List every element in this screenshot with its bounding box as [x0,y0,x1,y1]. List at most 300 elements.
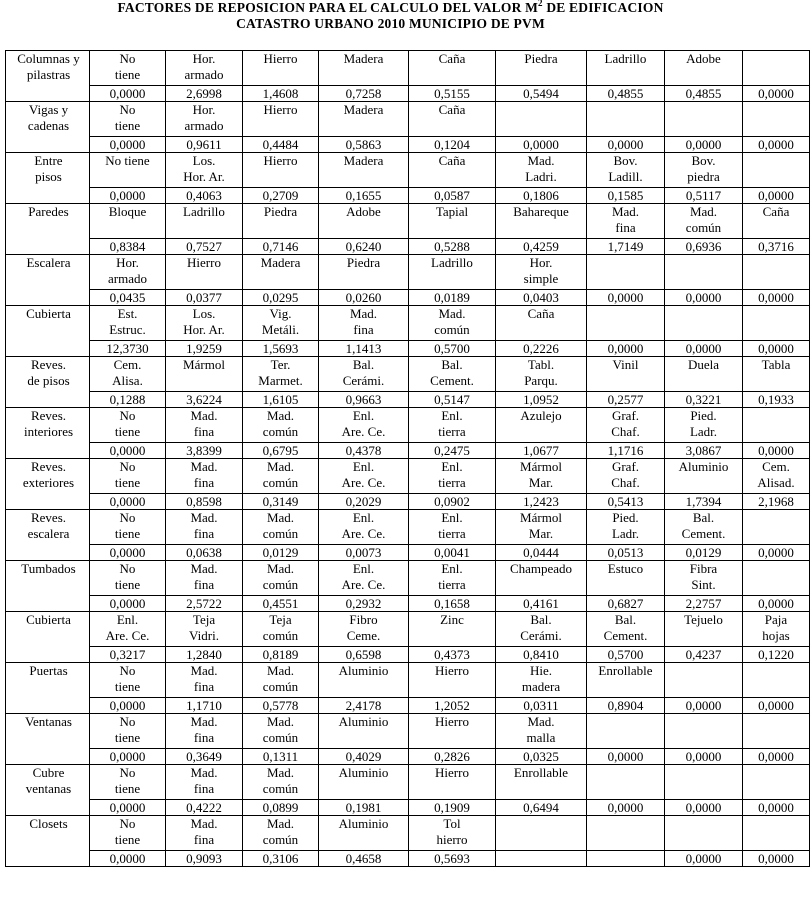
factor-value-cell: 1,7394 [665,494,743,510]
factor-value-cell: 0,6494 [496,800,587,816]
table-row-labels [6,510,810,545]
material-option-cell: Piedra [243,204,319,239]
table-row-labels [6,306,810,341]
material-option-cell: No tiene [90,510,166,545]
title-text: FACTORES DE REPOSICION PARA EL CALCULO DEL VALOR M [117,0,539,15]
material-option-cell: Mármol Mar. [496,510,587,545]
material-option-cell [665,255,743,290]
factor-value-cell: 0,0000 [743,290,810,306]
material-option-cell: No tiene [90,51,166,86]
factor-value-cell: 3,0867 [665,443,743,459]
material-option-cell: Ter. Marmet. [243,357,319,392]
table-row-labels [6,612,810,647]
material-option-cell [743,816,810,851]
material-option-cell [743,255,810,290]
material-option-cell: Enl. Are. Ce. [90,612,166,647]
factor-value-cell: 0,0000 [743,851,810,867]
factor-value-cell: 0,0000 [743,800,810,816]
factor-value-cell: 12,3730 [90,341,166,357]
factor-value-cell: 0,6598 [319,647,409,663]
factor-value-cell: 1,4608 [243,86,319,102]
material-option-cell: Mad. Ladri. [496,153,587,188]
material-option-cell: Hierro [409,714,496,749]
material-option-cell: Tol hierro [409,816,496,851]
factor-value-cell: 0,0189 [409,290,496,306]
table-row-values [6,341,810,357]
material-option-cell: Teja Vidri. [166,612,243,647]
material-option-cell: Mad. fina [166,459,243,494]
material-option-cell [743,51,810,86]
table-row-labels [6,663,810,698]
factor-value-cell: 0,0444 [496,545,587,561]
material-option-cell [743,306,810,341]
material-option-cell: Madera [319,153,409,188]
material-option-cell: Mad. fina [166,714,243,749]
factor-value-cell: 0,4161 [496,596,587,612]
replacement-factors-table [5,50,810,867]
factor-value-cell: 0,0311 [496,698,587,714]
table-row-labels [6,816,810,851]
material-option-cell: Hor. armado [166,102,243,137]
material-option-cell: Caña [409,102,496,137]
material-option-cell: Bal. Cement. [587,612,665,647]
factor-value-cell: 0,2932 [319,596,409,612]
factor-value-cell: 2,6998 [166,86,243,102]
material-option-cell: Ladrillo [587,51,665,86]
factor-value-cell: 0,6936 [665,239,743,255]
factor-value-cell: 0,0000 [665,290,743,306]
material-option-cell: Mad. fina [166,561,243,596]
factor-value-cell: 0,2577 [587,392,665,408]
factor-value-cell: 2,4178 [319,698,409,714]
material-option-cell: Fibra Sint. [665,561,743,596]
material-option-cell: No tiene [90,459,166,494]
row-category-label: Reves. exteriores [6,459,90,510]
factor-value-cell: 0,0000 [743,545,810,561]
factor-value-cell: 0,0435 [90,290,166,306]
document-title-line-1 [0,0,781,16]
material-option-cell [496,102,587,137]
factor-value-cell: 0,1311 [243,749,319,765]
material-option-cell [743,408,810,443]
material-option-cell: Mármol Mar. [496,459,587,494]
material-option-cell: Enl. Are. Ce. [319,561,409,596]
material-option-cell: Hierro [166,255,243,290]
factor-value-cell: 0,0000 [90,443,166,459]
material-option-cell: No tiene [90,714,166,749]
factor-value-cell: 0,4855 [665,86,743,102]
factor-value-cell: 0,4855 [587,86,665,102]
material-option-cell: Bal. Cerámi. [496,612,587,647]
factor-value-cell: 0,1909 [409,800,496,816]
material-option-cell [665,765,743,800]
factor-value-cell: 0,0000 [587,290,665,306]
table-row-values [6,290,810,306]
factor-value-cell: 1,7149 [587,239,665,255]
factor-value-cell: 3,6224 [166,392,243,408]
material-option-cell [665,306,743,341]
factor-value-cell: 0,4484 [243,137,319,153]
factor-value-cell: 0,0000 [587,749,665,765]
material-option-cell: Los. Hor. Ar. [166,306,243,341]
factor-value-cell: 0,0000 [743,188,810,204]
factor-value-cell: 0,1981 [319,800,409,816]
title-text-end: DE EDIFICACION [542,0,664,15]
factor-value-cell: 0,5288 [409,239,496,255]
factor-value-cell: 0,2475 [409,443,496,459]
row-category-label: Closets [6,816,90,867]
row-category-label: Columnas y pilastras [6,51,90,102]
material-option-cell: Tejuelo [665,612,743,647]
material-option-cell: Pied. Ladr. [587,510,665,545]
factor-value-cell: 0,0377 [166,290,243,306]
factor-value-cell: 1,0952 [496,392,587,408]
factor-value-cell: 0,8598 [166,494,243,510]
material-option-cell: Mad. común [243,663,319,698]
table-row-values [6,494,810,510]
factor-value-cell: 0,0000 [90,800,166,816]
factor-value-cell: 0,0000 [743,137,810,153]
factor-value-cell: 0,8384 [90,239,166,255]
material-option-cell: Aluminio [319,816,409,851]
material-option-cell: Cem. Alisa. [90,357,166,392]
factor-value-cell: 0,5700 [409,341,496,357]
factor-value-cell: 0,0000 [90,494,166,510]
table-body [6,51,810,867]
factor-value-cell: 0,4029 [319,749,409,765]
factor-value-cell: 0,1220 [743,647,810,663]
factor-value-cell: 0,0073 [319,545,409,561]
material-option-cell: Mad. fina [587,204,665,239]
material-option-cell: No tiene [90,765,166,800]
material-option-cell [743,561,810,596]
factor-value-cell: 0,4063 [166,188,243,204]
factor-value-cell: 0,3106 [243,851,319,867]
table-row-labels [6,459,810,494]
material-option-cell [587,306,665,341]
factor-value-cell: 0,2226 [496,341,587,357]
material-option-cell: Madera [319,102,409,137]
material-option-cell: Aluminio [665,459,743,494]
material-option-cell: Bov. piedra [665,153,743,188]
factor-value-cell: 0,0000 [587,800,665,816]
factor-value-cell: 0,4237 [665,647,743,663]
factor-value-cell: 0,0000 [90,137,166,153]
factor-value-cell: 1,1413 [319,341,409,357]
material-option-cell: Tapial [409,204,496,239]
material-option-cell: Tabl. Parqu. [496,357,587,392]
material-option-cell: Aluminio [319,663,409,698]
material-option-cell [587,765,665,800]
row-category-label: Reves. de pisos [6,357,90,408]
material-option-cell: No tiene [90,408,166,443]
factor-value-cell: 0,5147 [409,392,496,408]
material-option-cell: Zinc [409,612,496,647]
material-option-cell: Enl. tierra [409,408,496,443]
material-option-cell: Tabla [743,357,810,392]
material-option-cell: Hor. simple [496,255,587,290]
factor-value-cell: 0,2826 [409,749,496,765]
material-option-cell: Ladrillo [166,204,243,239]
table-row-labels [6,357,810,392]
factor-value-cell: 0,0000 [743,443,810,459]
material-option-cell: Enl. tierra [409,459,496,494]
material-option-cell: Pied. Ladr. [665,408,743,443]
table-row-labels [6,408,810,443]
material-option-cell: Piedra [319,255,409,290]
material-option-cell [743,663,810,698]
factor-value-cell: 0,0325 [496,749,587,765]
material-option-cell: Hierro [243,102,319,137]
factor-value-cell: 2,2757 [665,596,743,612]
material-option-cell: Teja común [243,612,319,647]
factor-value-cell: 0,3217 [90,647,166,663]
factor-value-cell: 1,0677 [496,443,587,459]
material-option-cell: Enl. tierra [409,510,496,545]
table-row-values [6,851,810,867]
material-option-cell: Bal. Cerámi. [319,357,409,392]
material-option-cell: No tiene [90,561,166,596]
material-option-cell: Bal. Cement. [665,510,743,545]
material-option-cell: Paja hojas [743,612,810,647]
title-superscript: 2 [538,0,543,8]
material-option-cell: Graf. Chaf. [587,408,665,443]
factor-value-cell: 1,2052 [409,698,496,714]
material-option-cell: Champeado [496,561,587,596]
factor-value-cell: 0,4373 [409,647,496,663]
factor-value-cell: 0,1658 [409,596,496,612]
table-row-labels [6,255,810,290]
factor-value-cell: 0,9663 [319,392,409,408]
table-row-labels [6,714,810,749]
factor-value-cell: 0,0000 [587,137,665,153]
factor-value-cell: 0,1806 [496,188,587,204]
table-row-values [6,392,810,408]
table-row-values [6,188,810,204]
factor-value-cell: 0,1204 [409,137,496,153]
material-option-cell: Mad. común [243,765,319,800]
factor-value-cell: 0,0403 [496,290,587,306]
material-option-cell: Mad. fina [166,510,243,545]
factor-value-cell: 0,8410 [496,647,587,663]
factor-value-cell: 0,4259 [496,239,587,255]
factor-value-cell: 0,1655 [319,188,409,204]
table-row-labels [6,153,810,188]
factor-value-cell: 0,1933 [743,392,810,408]
factor-value-cell: 0,0000 [743,86,810,102]
material-option-cell: Mad. fina [166,663,243,698]
row-category-label: Vigas y cadenas [6,102,90,153]
factor-value-cell: 0,0000 [496,137,587,153]
factor-value-cell: 0,0000 [90,596,166,612]
material-option-cell: Vinil [587,357,665,392]
factor-value-cell: 2,5722 [166,596,243,612]
factor-value-cell: 0,4551 [243,596,319,612]
table-row-values [6,647,810,663]
material-option-cell: Enl. Are. Ce. [319,459,409,494]
material-option-cell [743,153,810,188]
material-option-cell: Estuco [587,561,665,596]
material-option-cell [743,102,810,137]
material-option-cell: Mad. común [243,714,319,749]
factor-value-cell: 1,1710 [166,698,243,714]
factor-value-cell: 0,5693 [409,851,496,867]
factor-value-cell: 0,0000 [90,851,166,867]
table-row-labels [6,102,810,137]
factor-value-cell: 2,1968 [743,494,810,510]
factor-value-cell: 0,0000 [90,698,166,714]
factor-value-cell: 1,2423 [496,494,587,510]
factor-value-cell: 0,0041 [409,545,496,561]
material-option-cell [743,510,810,545]
material-option-cell: Hierro [409,663,496,698]
factor-value-cell: 0,7146 [243,239,319,255]
material-option-cell: Mad. común [409,306,496,341]
material-option-cell: Madera [319,51,409,86]
factor-value-cell: 0,0000 [665,137,743,153]
material-option-cell: Mad. común [243,816,319,851]
material-option-cell: Mad. fina [166,816,243,851]
material-option-cell: Bahareque [496,204,587,239]
material-option-cell [665,714,743,749]
material-option-cell [743,765,810,800]
factor-value-cell: 1,2840 [166,647,243,663]
factor-value-cell: 0,5778 [243,698,319,714]
table-row-labels [6,765,810,800]
material-option-cell: Hierro [243,153,319,188]
document-title-line-2: CATASTRO URBANO 2010 MUNICIPIO DE PVM [236,16,545,31]
factor-value-cell: 0,7527 [166,239,243,255]
material-option-cell: Los. Hor. Ar. [166,153,243,188]
material-option-cell: No tiene [90,153,166,188]
factor-value-cell: 1,9259 [166,341,243,357]
factor-value-cell: 0,2709 [243,188,319,204]
factor-value-cell: 1,6105 [243,392,319,408]
factor-value-cell: 0,0000 [90,188,166,204]
factor-value-cell: 0,0260 [319,290,409,306]
factor-value-cell: 0,6827 [587,596,665,612]
material-option-cell: Est. Estruc. [90,306,166,341]
factor-value-cell: 0,0295 [243,290,319,306]
row-category-label: Tumbados [6,561,90,612]
table-row-labels [6,51,810,86]
table-row-values [6,800,810,816]
factor-value-cell: 0,7258 [319,86,409,102]
factor-value-cell: 0,1585 [587,188,665,204]
material-option-cell: Hie. madera [496,663,587,698]
factor-value-cell: 0,1288 [90,392,166,408]
factor-value-cell [587,851,665,867]
factor-value-cell: 0,5700 [587,647,665,663]
material-option-cell: Enl. tierra [409,561,496,596]
row-category-label: Puertas [6,663,90,714]
factor-value-cell: 0,0000 [587,341,665,357]
material-option-cell: Madera [243,255,319,290]
factor-value-cell: 1,5693 [243,341,319,357]
factor-value-cell: 0,0000 [665,698,743,714]
table-row-values [6,86,810,102]
factor-value-cell: 0,0000 [90,749,166,765]
material-option-cell: Hierro [409,765,496,800]
material-option-cell: Mad. fina [166,765,243,800]
factor-value-cell: 0,0000 [665,800,743,816]
material-option-cell: Duela [665,357,743,392]
row-category-label: Cubierta [6,306,90,357]
factor-value-cell: 0,4378 [319,443,409,459]
factor-value-cell: 0,4658 [319,851,409,867]
row-category-label: Cubre ventanas [6,765,90,816]
material-option-cell: Mad. común [243,459,319,494]
row-category-label: Paredes [6,204,90,255]
factor-value-cell: 3,8399 [166,443,243,459]
material-option-cell: Enl. Are. Ce. [319,510,409,545]
factor-value-cell [496,851,587,867]
material-option-cell [743,714,810,749]
material-option-cell: Mad. común [243,561,319,596]
row-category-label: Entre pisos [6,153,90,204]
factor-value-cell: 0,9611 [166,137,243,153]
table-row-values [6,239,810,255]
factor-value-cell: 0,3221 [665,392,743,408]
factor-value-cell: 0,8189 [243,647,319,663]
factor-value-cell: 0,5494 [496,86,587,102]
material-option-cell: Bov. Ladill. [587,153,665,188]
factor-value-cell: 0,3149 [243,494,319,510]
material-option-cell: Mármol [166,357,243,392]
table-row-values [6,749,810,765]
row-category-label: Reves. escalera [6,510,90,561]
material-option-cell: Enrollable [496,765,587,800]
material-option-cell: Adobe [319,204,409,239]
material-option-cell: Aluminio [319,714,409,749]
material-option-cell: Vig. Metáli. [243,306,319,341]
row-category-label: Ventanas [6,714,90,765]
factor-value-cell: 0,0000 [90,545,166,561]
material-option-cell: Enl. Are. Ce. [319,408,409,443]
material-option-cell: Ladrillo [409,255,496,290]
factor-value-cell: 0,0000 [743,596,810,612]
table-row-values [6,698,810,714]
material-option-cell: Mad. fina [319,306,409,341]
factor-value-cell: 0,0513 [587,545,665,561]
factor-value-cell: 0,0000 [665,749,743,765]
material-option-cell: No tiene [90,816,166,851]
table-row-labels [6,204,810,239]
material-option-cell: Hor. armado [90,255,166,290]
material-option-cell [587,714,665,749]
row-category-label: Escalera [6,255,90,306]
material-option-cell [665,663,743,698]
factor-value-cell: 0,0000 [665,341,743,357]
factor-value-cell: 0,0587 [409,188,496,204]
factor-value-cell: 0,0000 [743,341,810,357]
material-option-cell [665,816,743,851]
table-row-values [6,596,810,612]
factor-value-cell: 0,0129 [243,545,319,561]
factor-value-cell: 0,0129 [665,545,743,561]
factor-value-cell: 0,8904 [587,698,665,714]
table-row-values [6,137,810,153]
factor-value-cell: 0,5863 [319,137,409,153]
material-option-cell: Caña [496,306,587,341]
table-row-labels [6,561,810,596]
material-option-cell [587,255,665,290]
factor-value-cell: 0,0899 [243,800,319,816]
factor-value-cell: 0,0000 [665,851,743,867]
factor-value-cell: 0,3716 [743,239,810,255]
factor-value-cell: 0,0000 [90,86,166,102]
factor-value-cell: 0,3649 [166,749,243,765]
